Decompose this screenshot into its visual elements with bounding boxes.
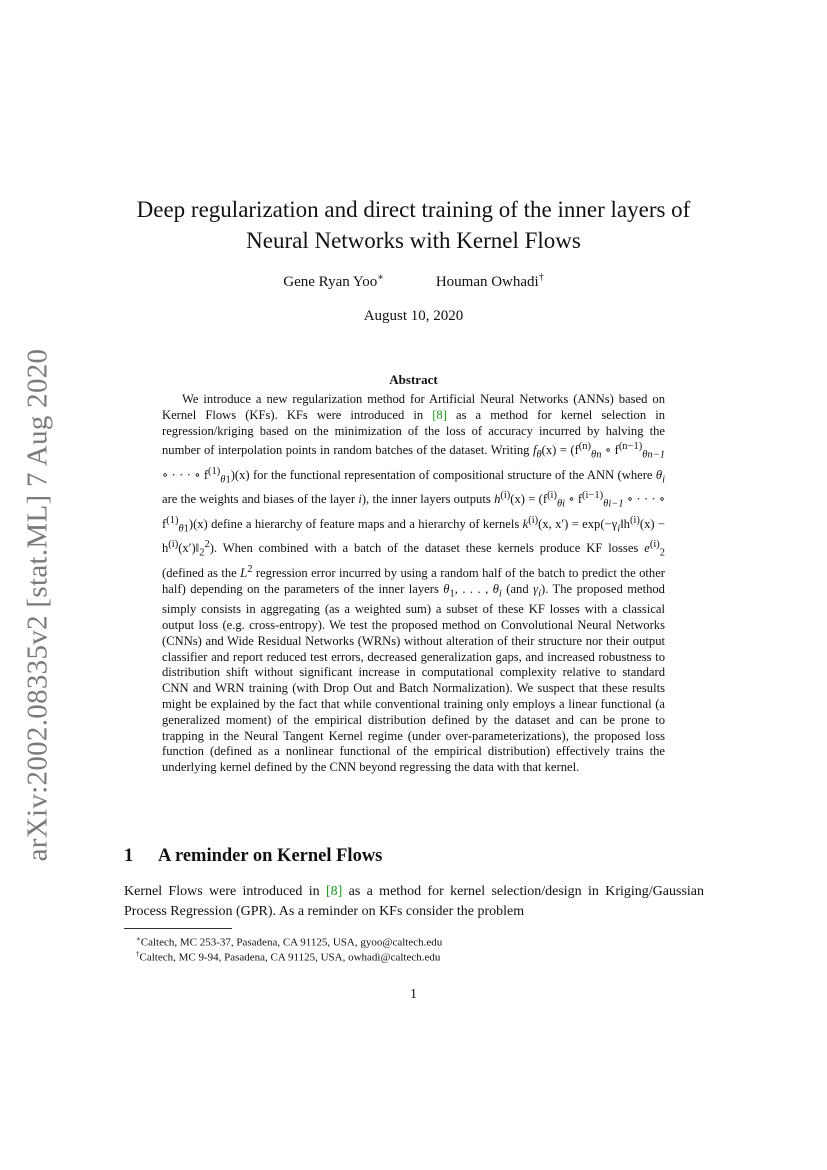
footnote-2: [136, 947, 440, 965]
footnote-2-mark: †: [136, 950, 140, 958]
citation-link[interactable]: [8]: [432, 407, 447, 422]
page-number: 1: [410, 987, 417, 1002]
section-heading: [124, 846, 382, 867]
author-1-mark: ∗: [377, 272, 385, 283]
section-title: A reminder on Kernel Flows: [158, 846, 383, 866]
author-list: [0, 272, 827, 291]
footnote-1-mark: ∗: [136, 935, 141, 943]
arxiv-identifier: arXiv:2002.08335v2 [stat.ML] 7 Aug 2020: [21, 348, 54, 862]
citation-link-intro[interactable]: [8]: [325, 884, 343, 899]
author-2-mark: †: [538, 272, 544, 283]
title-line-2: Neural Networks with Kernel Flows: [246, 228, 581, 253]
footnote-1-text: Caltech, MC 253-37, Pasadena, CA 91125, USA, gyoo@caltech.edu: [140, 936, 443, 949]
author-2: [436, 272, 544, 291]
intro-paragraph: Kernel Flows were introduced in [8] as a method for kernel selection/design in Kriging/Gaussian Process Regression (GPR). As a reminder on KFs consider the problem: [124, 884, 704, 919]
paper-title: [100, 194, 727, 256]
footnote-2-text: Caltech, MC 9-94, Pasadena, CA 91125, USA, owhadi@caltech.edu: [139, 951, 441, 964]
section-number: 1: [124, 846, 134, 866]
author-2-name: Houman Owhadi: [435, 274, 539, 290]
author-1: [283, 272, 384, 291]
author-1-name: Gene Ryan Yoo: [283, 274, 378, 290]
title-line-1: Deep regularization and direct training of the inner layers of: [136, 197, 691, 222]
abstract-heading: Abstract: [389, 372, 438, 387]
abstract-body: We introduce a new regularization method for Artificial Neural Networks (ANNs) based on Kernel Flows (KFs). KFs were introduced in [8] as a method for kernel selection in regression/kriging based on the minimization of the loss of accuracy incurred by halving the number of interpolation points in random batches of the dataset. Writing $f_\theta(x) = (f^{(n)}_{\theta n}$ ∘ $f^{(n-1)}_{\theta n-1}$ ∘ · · · ∘ $f^{(1)}_{\theta 1})(x)$ for the functional representation of compositional structure of the ANN (where $\theta_i$ are the weights and biases of the layer i), the inner layers outputs $h^{(i)}(x) = (f^{(i)}_{\theta i}$ ∘ $f^{(i-1)}_{\theta i-1}$ ∘ · · · ∘ $f^{(1)}_{\theta 1})(x)$ define a hierarchy of feature maps and a hierarchy of kernels $k^{(i)}(x$, $x') = \exp(-\gamma_i‖h^{(i)}(x)$ − $h^{(i)}(x')‖_2^2$). When combined with a batch of the dataset these kernels produce KF losses $e^{(i)}_2$ (defined as the $L^2$ regression error incurred by using a random half of the batch to predict the other half) depending on the parameters of the inner layers $\theta_1$, . . . , $\theta_i$ (and $\gamma_i$). The proposed method simply consists in aggregating (as a weighted sum) a subset of these KF losses with a classical output loss (e.g. cross-entropy). We test the proposed method on Convolutional Neural Networks (CNNs) and Wide Residual Networks (WRNs) without alteration of their structure nor their output classifier and report reduced test errors, decreased generalization gaps, and increased robustness to distribution shift without significant increase in computational complexity relative to standard CNN and WRN training (with Drop Out and Batch Normalization). We suspect that these results might be explained by the fact that while conventional training only employs a linear functional (a generalized moment) of the empirical distribution defined by the dataset and can be prone to trapping in the Neural Tangent Kernel regime (under over-parameterizations), the proposed loss function (defined as a nonlinear functional of the empirical distribution) effectively trains the underlying kernel defined by the CNN beyond regressing the data with that kernel.: [162, 392, 665, 775]
publication-date: August 10, 2020: [363, 308, 464, 324]
footnote-rule: [124, 928, 232, 929]
